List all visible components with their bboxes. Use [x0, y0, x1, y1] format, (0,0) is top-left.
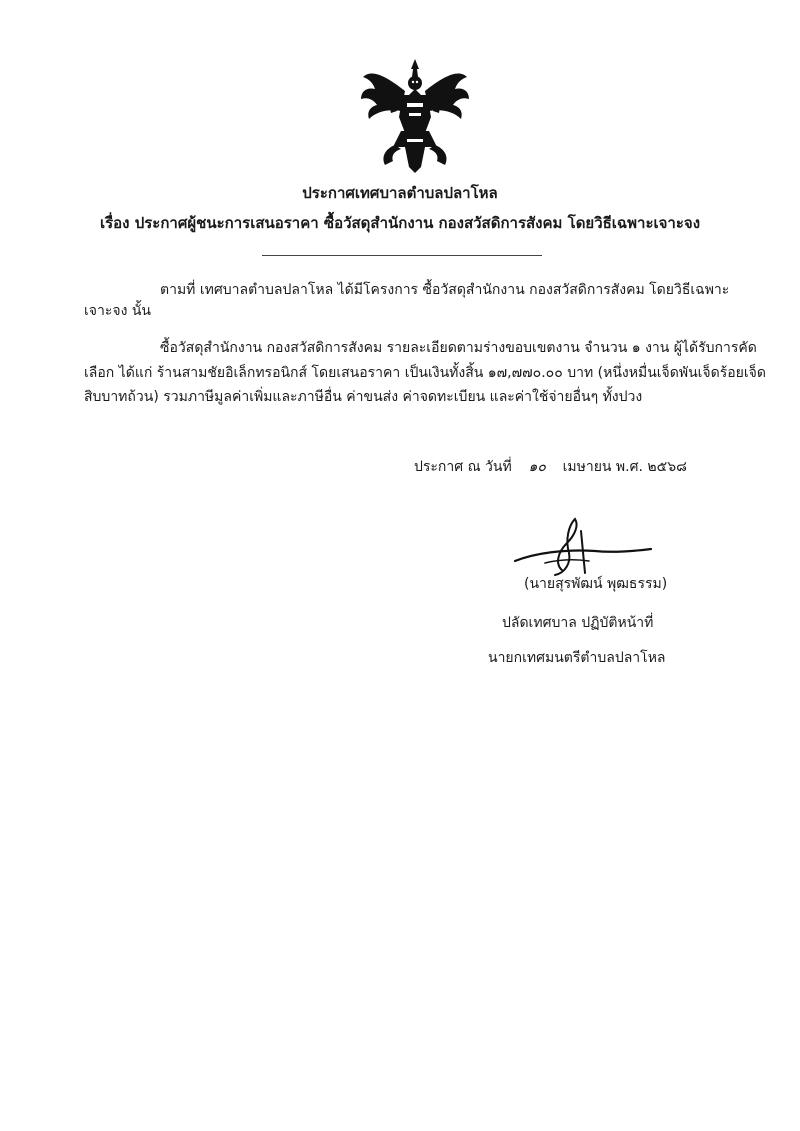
paragraph-2-line-3: สิบบาทถ้วน) รวมภาษีมูลค่าเพิ่มและภาษีอื่น ค่าขนส่ง ค่าจดทะเบียน และค่าใช้จ่ายอื่นๆ ทั้งปวง — [84, 389, 643, 405]
date-prefix: ประกาศ ณ วันที่ — [414, 459, 512, 475]
garuda-emblem — [355, 55, 475, 175]
signatory-office: นายกเทศมนตรีตำบลปลาโหล — [488, 650, 666, 666]
paragraph-1-line-2: เจาะจง นั้น — [84, 303, 151, 319]
paragraph-2-line-2: เลือก ได้แก่ ร้านสามชัยอิเล็กทรอนิกส์ โดยเสนอราคา เป็นเงินทั้งสิ้น ๑๗,๗๗๐.๐๐ บาท (หนึ่งหมื่นเจ็ดพันเจ็ดร้อยเจ็ด — [84, 365, 766, 381]
signatory-position: ปลัดเทศบาล ปฏิบัติหน้าที่ — [502, 615, 654, 631]
date-suffix: เมษายน พ.ศ. ๒๕๖๘ — [562, 459, 687, 475]
date-day: ๑๐ — [528, 459, 546, 475]
announcement-subject: เรื่อง ประกาศผู้ชนะการเสนอราคา ซื้อวัสดุสำนักงาน กองสวัสดิการสังคม โดยวิธีเฉพาะเจาะจง — [99, 214, 701, 232]
separator-line — [262, 255, 542, 256]
paragraph-1-line-1: ตามที่ เทศบาลตำบลปลาโหล ได้มีโครงการ ซื้อวัสดุสำนักงาน กองสวัสดิการสังคม โดยวิธีเฉพาะ — [160, 282, 730, 298]
signatory-name: (นายสุรพัฒน์ พุฒธรรม) — [524, 576, 668, 592]
announcement-date — [414, 457, 687, 477]
paragraph-2-line-1: ซื้อวัสดุสำนักงาน กองสวัสดิการสังคม รายละเอียดตามร่างขอบเขตงาน จำนวน ๑ งาน ผู้ได้รับการคัด — [160, 340, 757, 356]
announcement-title: ประกาศเทศบาลตำบลปลาโหล — [302, 184, 498, 202]
